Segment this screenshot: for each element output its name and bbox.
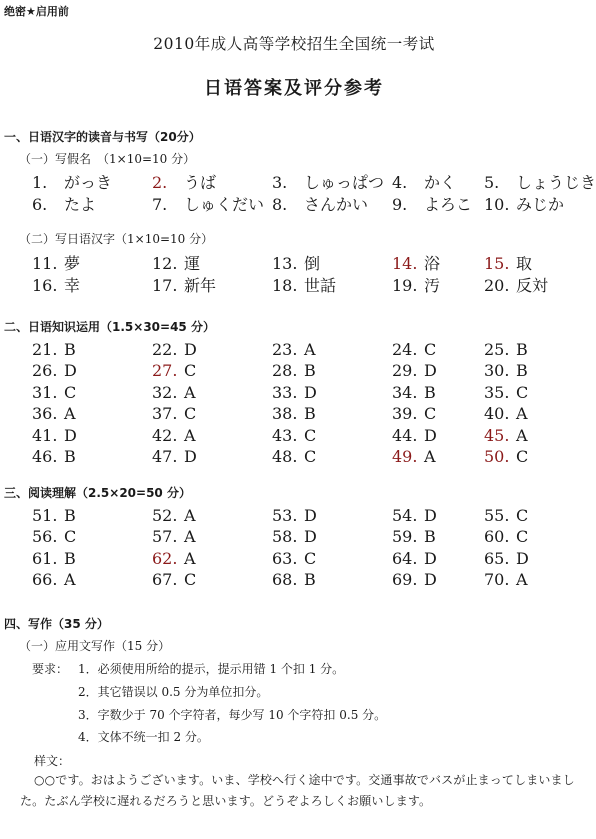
question-number: 9. bbox=[392, 195, 408, 214]
answer-value: 幸 bbox=[64, 276, 81, 295]
answer-value: 夢 bbox=[64, 254, 81, 273]
answer-item bbox=[32, 426, 77, 445]
section2-heading: 二、日语知识运用（1.5×30=45 分） bbox=[4, 320, 215, 334]
question-number: 68. bbox=[272, 570, 298, 590]
answer-value: D bbox=[516, 548, 529, 568]
answer-item bbox=[392, 273, 440, 296]
answer-item bbox=[392, 170, 456, 193]
question-number: 67. bbox=[152, 570, 178, 590]
answer-value: みじか bbox=[516, 195, 565, 214]
answer-value: 運 bbox=[184, 254, 201, 273]
question-number: 3. bbox=[272, 173, 288, 192]
question-number: 36. bbox=[32, 404, 58, 424]
answer-value: 反対 bbox=[516, 276, 549, 295]
question-number: 10. bbox=[484, 195, 510, 214]
answer-value: 汚 bbox=[424, 276, 441, 295]
answer-item bbox=[32, 273, 80, 296]
answer-value: D bbox=[184, 340, 197, 359]
answer-value: B bbox=[304, 404, 316, 424]
answer-value: A bbox=[64, 570, 76, 590]
answer-item bbox=[484, 570, 528, 589]
answer-value: C bbox=[516, 506, 529, 525]
answer-item bbox=[272, 527, 317, 546]
answer-item bbox=[392, 549, 437, 568]
answer-item bbox=[272, 361, 316, 380]
question-number: 21. bbox=[32, 340, 58, 359]
answer-value: C bbox=[64, 527, 77, 547]
section4-heading: 四、写作（35 分） bbox=[4, 617, 109, 631]
answer-item bbox=[392, 251, 440, 274]
question-number: 46. bbox=[32, 447, 58, 466]
answer-item bbox=[484, 361, 528, 380]
answer-value: A bbox=[184, 506, 196, 525]
answer-item bbox=[484, 192, 564, 215]
question-number: 69. bbox=[392, 570, 418, 590]
exam-title: 2010年成人高等学校招生全国统一考试 bbox=[153, 35, 435, 53]
question-number: 41. bbox=[32, 425, 58, 445]
answer-item bbox=[32, 340, 76, 359]
answer-value: A bbox=[184, 425, 196, 445]
answer-item bbox=[272, 426, 316, 445]
question-number: 14. bbox=[392, 254, 418, 273]
question-number: 58. bbox=[272, 527, 298, 547]
answer-item bbox=[392, 404, 436, 423]
question-number: 26. bbox=[32, 361, 58, 381]
question-number: 66. bbox=[32, 570, 58, 590]
answer-value: しゅっぱつ bbox=[304, 173, 385, 192]
answer-item bbox=[484, 447, 528, 466]
question-number: 52. bbox=[152, 506, 178, 525]
answer-item bbox=[272, 570, 316, 589]
answer-item bbox=[392, 426, 437, 445]
answer-item bbox=[484, 251, 532, 274]
answer-item bbox=[152, 192, 264, 215]
answer-item bbox=[32, 570, 76, 589]
answer-item bbox=[272, 192, 368, 215]
answer-item bbox=[484, 506, 528, 525]
question-number: 25. bbox=[484, 340, 510, 359]
answer-item bbox=[484, 383, 528, 402]
question-number: 50. bbox=[484, 447, 510, 466]
answer-value: D bbox=[304, 382, 317, 402]
question-number: 27. bbox=[152, 361, 178, 381]
answer-item bbox=[32, 404, 76, 423]
answer-item bbox=[32, 361, 77, 380]
answer-item bbox=[152, 340, 197, 359]
question-number: 47. bbox=[152, 447, 178, 466]
question-number: 34. bbox=[392, 382, 418, 402]
question-number: 53. bbox=[272, 506, 298, 525]
question-number: 61. bbox=[32, 548, 58, 568]
answer-value: D bbox=[424, 425, 437, 445]
question-number: 65. bbox=[484, 548, 510, 568]
question-number: 11. bbox=[32, 254, 58, 273]
answer-item bbox=[152, 447, 197, 466]
answer-item bbox=[484, 527, 528, 546]
question-number: 62. bbox=[152, 548, 178, 568]
question-number: 17. bbox=[152, 276, 178, 295]
answer-value: D bbox=[304, 527, 317, 547]
question-number: 1. bbox=[32, 173, 48, 192]
answer-item bbox=[392, 527, 436, 546]
question-number: 35. bbox=[484, 382, 510, 402]
answer-item bbox=[392, 570, 437, 589]
answer-value: かく bbox=[424, 173, 457, 192]
question-number: 57. bbox=[152, 527, 178, 547]
question-number: 39. bbox=[392, 404, 418, 424]
requirements-label: 要求： bbox=[32, 662, 69, 676]
section1-heading: 一、日语汉字的读音与书写（20分） bbox=[4, 130, 201, 144]
question-number: 15. bbox=[484, 254, 510, 273]
question-number: 60. bbox=[484, 527, 510, 547]
answer-value: がっき bbox=[64, 173, 113, 192]
answer-value: C bbox=[184, 361, 197, 381]
answer-item bbox=[152, 251, 200, 274]
answer-value: C bbox=[304, 447, 317, 466]
answer-item bbox=[392, 447, 436, 466]
confidential-label: 绝密★启用前 bbox=[4, 5, 69, 18]
answer-item bbox=[272, 506, 317, 525]
question-number: 38. bbox=[272, 404, 298, 424]
answer-item bbox=[484, 170, 596, 193]
answer-item bbox=[152, 273, 216, 296]
answer-item bbox=[272, 447, 316, 466]
answer-item bbox=[392, 340, 436, 359]
question-number: 64. bbox=[392, 548, 418, 568]
answer-item bbox=[32, 192, 96, 215]
answer-value: B bbox=[304, 570, 316, 590]
answer-value: しょうじき bbox=[516, 173, 596, 192]
requirement-item: 2．其它错误以 0.5 分为单位扣分。 bbox=[78, 685, 269, 699]
answer-value: B bbox=[64, 340, 76, 359]
answer-value: B bbox=[424, 382, 436, 402]
answer-value: C bbox=[184, 404, 197, 424]
answer-value: 倒 bbox=[304, 254, 321, 273]
answer-value: A bbox=[184, 548, 196, 568]
answer-value: 新年 bbox=[184, 276, 217, 295]
question-number: 51. bbox=[32, 506, 58, 525]
answer-value: D bbox=[424, 548, 437, 568]
answer-value: A bbox=[304, 340, 316, 359]
answer-value: C bbox=[516, 447, 529, 466]
question-number: 8. bbox=[272, 195, 288, 214]
answer-item bbox=[272, 273, 336, 296]
answer-item bbox=[32, 447, 76, 466]
requirement-item: 1．必须使用所给的提示，提示用错 1 个扣 1 分。 bbox=[78, 662, 345, 676]
answer-item bbox=[272, 404, 316, 423]
question-number: 2. bbox=[152, 173, 168, 192]
question-number: 48. bbox=[272, 447, 298, 466]
section1-part2-heading: （二）写日语汉字（1×10=10 分） bbox=[19, 232, 214, 246]
answer-value: B bbox=[304, 361, 316, 381]
question-number: 63. bbox=[272, 548, 298, 568]
question-number: 16. bbox=[32, 276, 58, 295]
answer-item bbox=[152, 170, 216, 193]
answer-value: C bbox=[184, 570, 197, 590]
question-number: 70. bbox=[484, 570, 510, 590]
question-number: 55. bbox=[484, 506, 510, 525]
answer-item bbox=[272, 170, 384, 193]
answer-item bbox=[484, 340, 528, 359]
answer-value: C bbox=[424, 404, 437, 424]
answer-value: C bbox=[424, 340, 437, 359]
answer-value: 浴 bbox=[424, 254, 441, 273]
question-number: 37. bbox=[152, 404, 178, 424]
answer-value: C bbox=[304, 425, 317, 445]
answer-item bbox=[484, 404, 528, 423]
answer-item bbox=[152, 426, 196, 445]
answer-item bbox=[32, 549, 76, 568]
requirement-item: 3．字数少于 70 个字符者，每少写 10 个字符扣 0.5 分。 bbox=[78, 708, 387, 722]
answer-item bbox=[32, 251, 80, 274]
answer-value: B bbox=[64, 548, 76, 568]
question-number: 49. bbox=[392, 447, 418, 466]
question-number: 24. bbox=[392, 340, 418, 359]
answer-item bbox=[484, 549, 529, 568]
question-number: 44. bbox=[392, 425, 418, 445]
answer-value: A bbox=[184, 382, 196, 402]
answer-item bbox=[392, 506, 437, 525]
answer-value: 世話 bbox=[304, 276, 337, 295]
answer-item bbox=[152, 506, 196, 525]
section3-heading: 三、阅读理解（2.5×20=50 分） bbox=[4, 486, 191, 500]
question-number: 13. bbox=[272, 254, 298, 273]
answer-value: さんかい bbox=[304, 195, 369, 214]
answer-value: D bbox=[184, 447, 197, 466]
question-number: 18. bbox=[272, 276, 298, 295]
answer-value: A bbox=[424, 447, 436, 466]
answer-item bbox=[272, 340, 316, 359]
answer-value: C bbox=[516, 382, 529, 402]
question-number: 29. bbox=[392, 361, 418, 381]
answer-item bbox=[272, 549, 316, 568]
question-number: 30. bbox=[484, 361, 510, 381]
answer-item bbox=[392, 192, 472, 215]
sample-label: 样文： bbox=[34, 754, 71, 768]
answer-value: たよ bbox=[64, 195, 97, 214]
answer-item bbox=[152, 404, 196, 423]
question-number: 42. bbox=[152, 425, 178, 445]
question-number: 6. bbox=[32, 195, 48, 214]
answer-value: A bbox=[516, 425, 528, 445]
requirement-item: 4．文体不统一扣 2 分。 bbox=[78, 730, 209, 744]
answer-value: B bbox=[64, 447, 76, 466]
answer-value: A bbox=[184, 527, 196, 547]
question-number: 40. bbox=[484, 404, 510, 424]
answer-item bbox=[392, 383, 436, 402]
question-number: 45. bbox=[484, 425, 510, 445]
question-number: 56. bbox=[32, 527, 58, 547]
answer-item bbox=[484, 426, 528, 445]
answer-value: D bbox=[424, 506, 437, 525]
answer-item bbox=[32, 527, 76, 546]
answer-item bbox=[152, 527, 196, 546]
answer-value: A bbox=[516, 570, 528, 590]
question-number: 20. bbox=[484, 276, 510, 295]
answer-item bbox=[152, 361, 196, 380]
answer-value: A bbox=[516, 404, 528, 424]
answer-item bbox=[272, 251, 320, 274]
answer-item bbox=[32, 506, 76, 525]
answer-value: B bbox=[424, 527, 436, 547]
answer-item bbox=[152, 549, 196, 568]
question-number: 28. bbox=[272, 361, 298, 381]
section1-part1-heading: （一）写假名 （1×10=10 分） bbox=[19, 152, 196, 166]
answer-item bbox=[32, 383, 76, 402]
question-number: 23. bbox=[272, 340, 298, 359]
answer-item bbox=[152, 570, 196, 589]
question-number: 32. bbox=[152, 382, 178, 402]
answer-value: B bbox=[516, 340, 528, 359]
question-number: 31. bbox=[32, 382, 58, 402]
answer-value: 取 bbox=[516, 254, 533, 273]
answer-value: D bbox=[424, 570, 437, 590]
question-number: 59. bbox=[392, 527, 418, 547]
answer-item bbox=[272, 383, 317, 402]
answer-value: C bbox=[64, 382, 77, 402]
answer-item bbox=[392, 361, 437, 380]
answer-value: D bbox=[424, 361, 437, 381]
answer-value: D bbox=[64, 425, 77, 445]
question-number: 19. bbox=[392, 276, 418, 295]
answer-value: D bbox=[64, 361, 77, 381]
question-number: 7. bbox=[152, 195, 168, 214]
answer-value: しゅくだい bbox=[184, 195, 265, 214]
answer-value: B bbox=[64, 506, 76, 525]
question-number: 54. bbox=[392, 506, 418, 525]
answer-value: うば bbox=[184, 173, 217, 192]
question-number: 5. bbox=[484, 173, 500, 192]
section4-part1-heading: （一）应用文写作（15 分） bbox=[19, 639, 171, 653]
question-number: 22. bbox=[152, 340, 178, 359]
answer-item bbox=[484, 273, 548, 296]
question-number: 43. bbox=[272, 425, 298, 445]
question-number: 4. bbox=[392, 173, 408, 192]
answer-value: C bbox=[516, 527, 529, 547]
question-number: 33. bbox=[272, 382, 298, 402]
answer-value: D bbox=[304, 506, 317, 525]
answer-item bbox=[32, 170, 112, 193]
answer-value: B bbox=[516, 361, 528, 381]
answer-value: A bbox=[64, 404, 76, 424]
question-number: 12. bbox=[152, 254, 178, 273]
answer-value: C bbox=[304, 548, 317, 568]
answer-item bbox=[152, 383, 196, 402]
document-subtitle: 日语答案及评分参考 bbox=[204, 78, 384, 99]
answer-value: よろこ bbox=[424, 195, 473, 214]
sample-text: ○○です。おはようございます。いま、学校へ行く途中です。交通事故でバスが止まってしまいました。たぶん学校に遅れるだろうと思います。どうぞよろしくお願いします。 bbox=[20, 773, 575, 808]
